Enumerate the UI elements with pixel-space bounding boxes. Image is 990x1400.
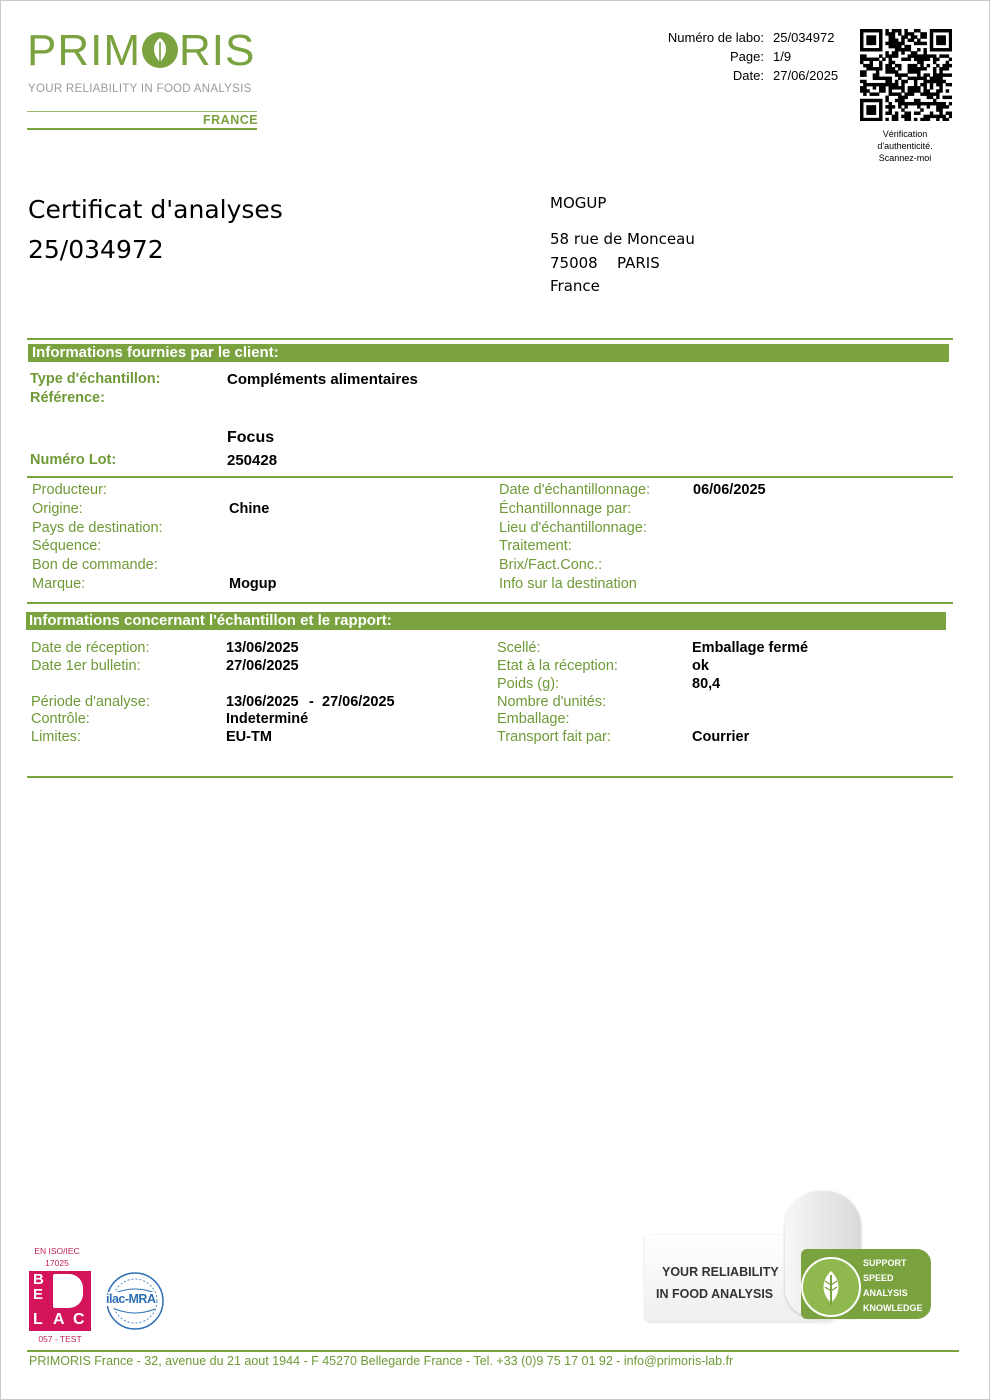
belac-emblem-icon xyxy=(53,1274,83,1308)
client-city: PARIS xyxy=(617,254,660,272)
sample-type-label: Type d'échantillon: xyxy=(30,371,161,387)
certificate-number: 25/034972 xyxy=(28,235,164,264)
belac-letter-e: E xyxy=(33,1286,44,1303)
treatment-label: Traitement: xyxy=(499,538,572,554)
limits-value: EU-TM xyxy=(226,729,272,745)
sampling-place-label: Lieu d'échantillonnage: xyxy=(499,520,647,536)
lab-number: 25/034972 xyxy=(773,30,835,45)
control-value: Indeterminé xyxy=(226,711,309,727)
limits-label: Limites: xyxy=(31,729,81,745)
section1-mid-rule xyxy=(27,476,953,478)
section1-top-rule xyxy=(27,338,953,340)
reference-label: Référence: xyxy=(30,390,105,406)
qr-code[interactable] xyxy=(860,29,952,121)
promo-word-support: SUPPORT xyxy=(863,1258,907,1268)
qr-caption-3: Scannez-moi xyxy=(878,153,932,163)
reception-date-value: 13/06/2025 xyxy=(226,640,299,656)
promo-word-analysis: ANALYSIS xyxy=(863,1288,908,1298)
belac-code: 057 - TEST xyxy=(38,1334,82,1344)
analysis-period-separator: - xyxy=(309,694,314,710)
logo-name-part2: RIS xyxy=(179,26,256,75)
client-country: France xyxy=(550,277,600,295)
section1-heading: Informations fournies par le client: xyxy=(28,344,949,362)
promo-word-knowledge: KNOWLEDGE xyxy=(863,1303,923,1313)
destination-country-label: Pays de destination: xyxy=(32,520,163,536)
destination-info-label: Info sur la destination xyxy=(499,576,637,592)
footer-address: PRIMORIS France - 32, avenue du 21 aout 1944 - F 45270 Bellegarde France - Tel. +33 (0)9 75 17 01 92 - info@primoris-lab.fr xyxy=(29,1354,734,1368)
logo-tagline: YOUR RELIABILITY IN FOOD ANALYSIS xyxy=(28,83,252,95)
leaf-o-icon xyxy=(142,32,178,68)
reception-state-label: Etat à la réception: xyxy=(497,658,618,674)
weight-label: Poids (g): xyxy=(497,676,560,692)
origin-value: Chine xyxy=(229,501,270,517)
logo-country: FRANCE xyxy=(203,113,259,127)
origin-label: Origine: xyxy=(32,501,83,517)
logo-underline xyxy=(27,128,257,130)
section2-top-rule xyxy=(27,602,953,604)
purchase-order-label: Bon de commande: xyxy=(32,557,158,573)
client-name: MOGUP xyxy=(550,194,607,212)
logo-name-part1: PRIM xyxy=(27,26,141,75)
promo-line-2: IN FOOD ANALYSIS xyxy=(656,1287,774,1301)
section2-heading: Informations concernant l'échantillon et le rapport: xyxy=(26,612,946,630)
producer-label: Producteur: xyxy=(32,482,107,498)
lot-number-label: Numéro Lot: xyxy=(30,452,117,468)
qr-caption-1: Vérification xyxy=(882,129,928,139)
lot-number-value: 250428 xyxy=(227,452,278,469)
sampling-date-value: 06/06/2025 xyxy=(693,482,766,498)
page-number: 1/9 xyxy=(773,49,792,64)
section2-bottom-rule xyxy=(27,776,953,778)
first-bulletin-label: Date 1er bulletin: xyxy=(31,658,141,674)
units-count-label: Nombre d'unités: xyxy=(497,694,607,710)
page-label: Page: xyxy=(730,49,764,64)
client-street: 58 rue de Monceau xyxy=(550,230,695,248)
belac-logo xyxy=(29,1271,91,1331)
ilac-mra-text: ilac-MRA xyxy=(106,1292,156,1306)
primoris-logo xyxy=(27,27,259,131)
qr-caption-2: d'authenticité. xyxy=(877,141,933,151)
promo-leaf-icon xyxy=(801,1257,861,1317)
belac-letter-b: B xyxy=(33,1271,44,1288)
footer-rule xyxy=(27,1350,959,1352)
ilac-mra-logo xyxy=(105,1271,165,1331)
client-postcode: 75008 xyxy=(550,254,598,272)
iso-line-1: EN ISO/IEC xyxy=(34,1246,80,1256)
reception-state-value: ok xyxy=(692,658,709,674)
analysis-period-end: 27/06/2025 xyxy=(322,694,395,710)
reception-date-label: Date de réception: xyxy=(31,640,150,656)
control-label: Contrôle: xyxy=(31,711,90,727)
promo-line-1: YOUR RELIABILITY xyxy=(662,1265,779,1279)
transport-value: Courrier xyxy=(692,729,750,745)
sequence-label: Séquence: xyxy=(32,538,102,554)
analysis-period-start: 13/06/2025 xyxy=(226,694,299,710)
brix-label: Brix/Fact.Conc.: xyxy=(499,557,603,573)
sealed-value: Emballage fermé xyxy=(692,640,809,656)
brand-label: Marque: xyxy=(32,576,86,592)
packaging-label: Emballage: xyxy=(497,711,570,727)
weight-value: 80,4 xyxy=(692,676,721,692)
lab-number-label: Numéro de labo: xyxy=(667,30,764,45)
transport-label: Transport fait par: xyxy=(497,729,611,745)
brand-value: Mogup xyxy=(229,576,277,592)
belac-letter-c: C xyxy=(73,1311,85,1328)
belac-letter-l: L xyxy=(33,1311,43,1328)
first-bulletin-value: 27/06/2025 xyxy=(226,658,299,674)
logo-divider xyxy=(27,111,257,112)
promo-banner xyxy=(641,1191,936,1326)
iso-line-2: 17025 xyxy=(45,1258,69,1268)
sample-type-value: Compléments alimentaires xyxy=(227,371,418,388)
date-label: Date: xyxy=(732,68,764,83)
report-date: 27/06/2025 xyxy=(773,68,839,83)
sampling-date-label: Date d'échantillonnage: xyxy=(499,482,651,498)
sampled-by-label: Échantillonnage par: xyxy=(499,501,632,517)
reference-value: Focus xyxy=(227,429,275,446)
analysis-period-label: Période d'analyse: xyxy=(31,694,150,710)
belac-letter-a: A xyxy=(53,1311,65,1328)
promo-word-speed: SPEED xyxy=(863,1273,894,1283)
sealed-label: Scellé: xyxy=(497,640,541,656)
certificate-title: Certificat d'analyses xyxy=(28,195,283,224)
